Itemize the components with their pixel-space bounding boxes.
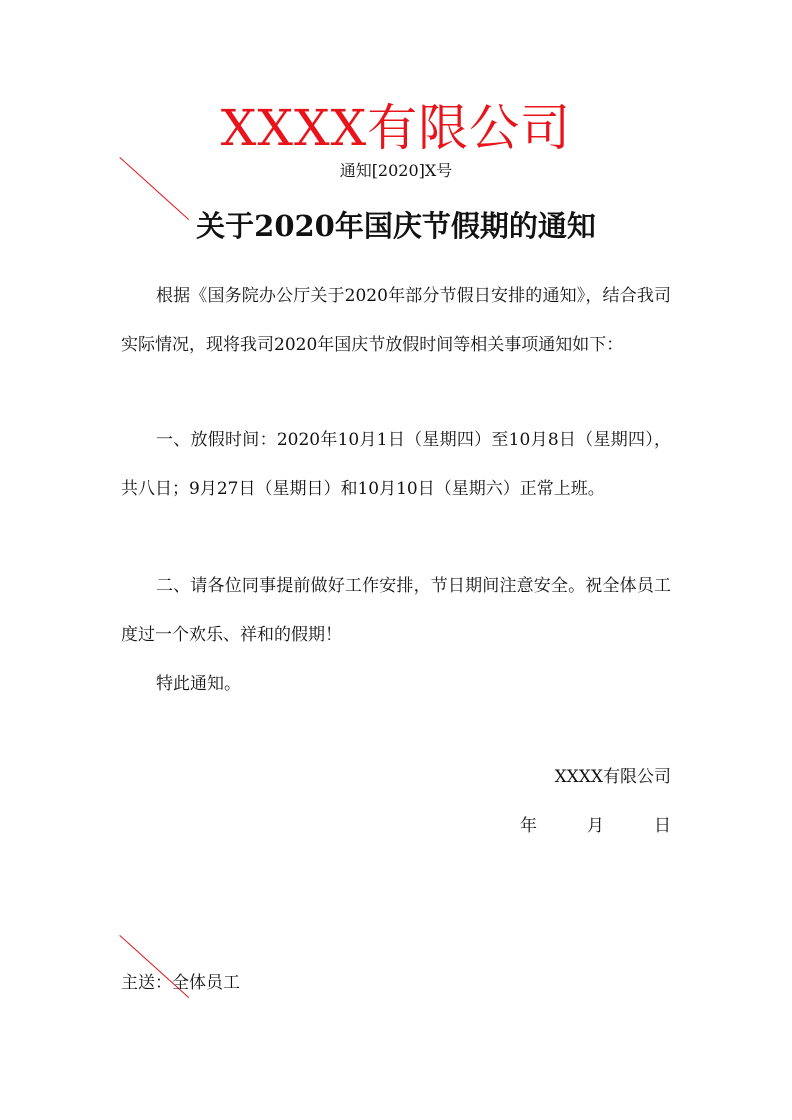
item-2-paragraph: 二、请各位同事提前做好工作安排，节日期间注意安全。祝全体员工度过一个欢乐、祥和的假期！ <box>121 576 671 645</box>
company-letterhead: XXXX有限公司 <box>220 99 572 157</box>
date-day-label: 日 <box>654 816 671 836</box>
date-year-label: 年 <box>520 816 537 836</box>
cc-recipients: 全体员工 <box>172 973 240 993</box>
date-month-label: 月 <box>587 816 604 836</box>
closing-paragraph: 特此通知。 <box>156 674 241 694</box>
signature-company: XXXX有限公司 <box>554 767 671 787</box>
cc-line <box>121 971 240 995</box>
signature-date <box>520 814 671 838</box>
item-1-paragraph: 一、放假时间：2020年10月1日（星期四）至10月8日（星期四），共八日；9月27日（星期日）和10月10日（星期六）正常上班。 <box>121 430 671 499</box>
document-number: 通知[2020]X号 <box>339 161 453 180</box>
intro-paragraph: 根据《国务院办公厅关于2020年部分节假日安排的通知》，结合我司实际情况，现将我司2020年国庆节放假时间等相关事项通知如下： <box>121 286 671 355</box>
notice-title: 关于2020年国庆节假期的通知 <box>196 209 596 243</box>
cc-label: 主送： <box>121 973 172 993</box>
